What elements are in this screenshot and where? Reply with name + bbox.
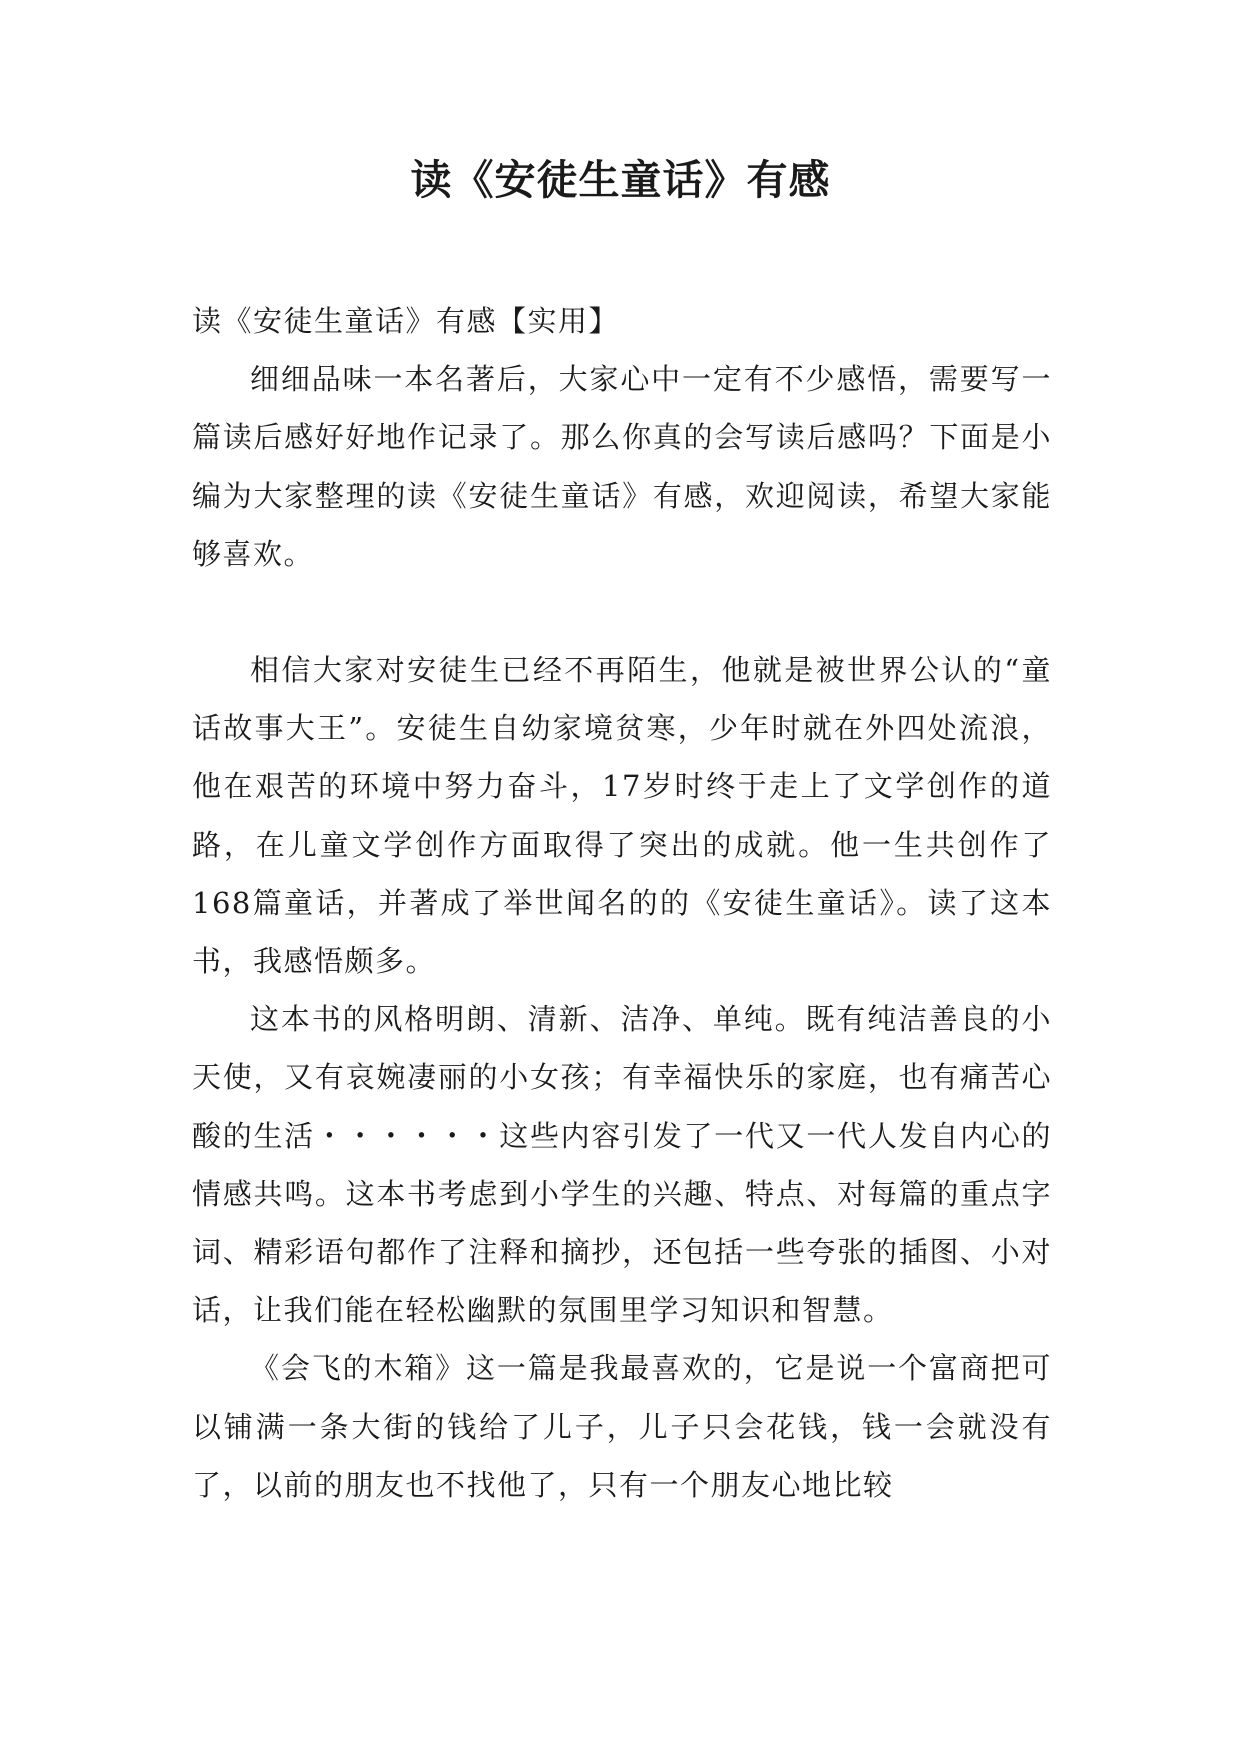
document-body <box>192 292 1052 1514</box>
document-title: 读《安徒生童话》有感 <box>410 156 831 204</box>
body-paragraph: 《会飞的木箱》这一篇是我最喜欢的，它是说一个富商把可以铺满一条大街的钱给了儿子，儿子只会花钱，钱一会就没有了，以前的朋友也不找他了，只有一个朋友心地比较 <box>192 1351 1052 1502</box>
body-paragraph: 这本书的风格明朗、清新、洁净、单纯。既有纯洁善良的小天使，又有哀婉凄丽的小女孩；有幸福快乐的家庭，也有痛苦心酸的生活・・・・・・这些内容引发了一代又一代人发自内心的情感共鸣。这本书考虑到小学生的兴趣、特点、对每篇的重点字词、精彩语句都作了注释和摘抄，还包括一些夸张的插图、小对话，让我们能在轻松幽默的氛围里学习知识和智慧。 <box>192 1002 1052 1328</box>
paragraph-spacer <box>192 583 1052 641</box>
intro-paragraph: 细细品味一本名著后，大家心中一定有不少感悟，需要写一篇读后感好好地作记录了。那么你真的会写读后感吗？下面是小编为大家整理的读《安徒生童话》有感，欢迎阅读，希望大家能够喜欢。 <box>192 362 1052 571</box>
document-subtitle: 读《安徒生童话》有感【实用】 <box>192 304 620 338</box>
body-paragraph: 相信大家对安徒生已经不再陌生，他就是被世界公认的“童话故事大王”。安徒生自幼家境贫寒，少年时就在外四处流浪，他在艰苦的环境中努力奋斗，17岁时终于走上了文学创作的道路，在儿童文学创作方面取得了突出的成就。他一生共创作了168篇童话，并著成了举世闻名的的《安徒生童话》。读了这本书，我感悟颇多。 <box>192 653 1052 979</box>
